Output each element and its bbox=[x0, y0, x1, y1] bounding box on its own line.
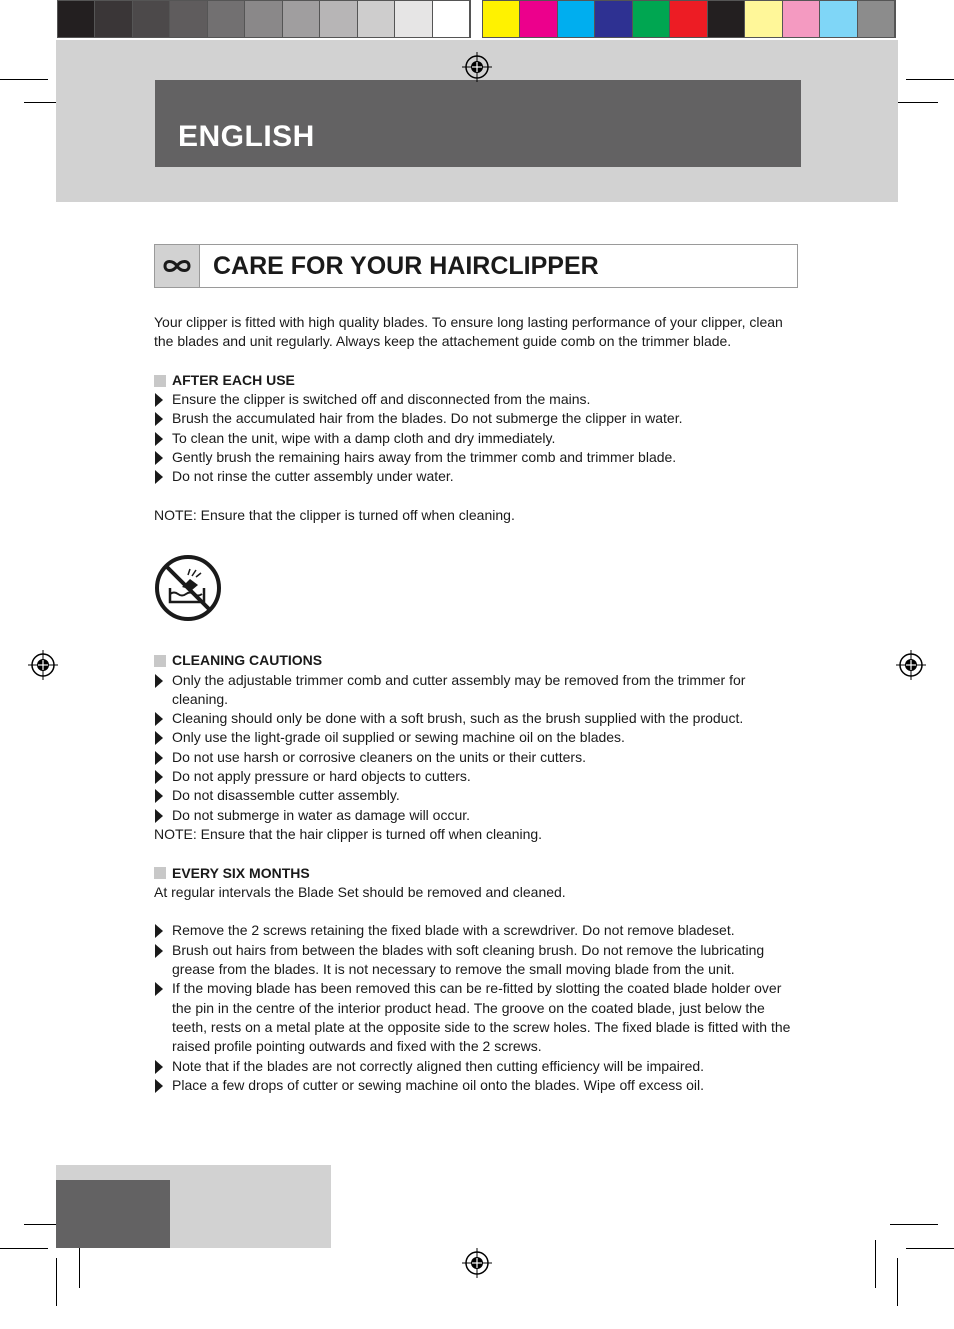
triangle-bullet-icon bbox=[155, 1060, 163, 1074]
list-item: Note that if the blades are not correctly aligned then cutting efficiency will be impaired. bbox=[154, 1057, 799, 1076]
section-title-box bbox=[154, 244, 798, 288]
list-item: Only use the light-grade oil supplied or sewing machine oil on the blades. bbox=[154, 728, 799, 747]
list-item: To clean the unit, wipe with a damp cloth and dry immediately. bbox=[154, 429, 799, 448]
triangle-bullet-icon bbox=[155, 432, 163, 446]
triangle-bullet-icon bbox=[155, 770, 163, 784]
triangle-bullet-icon bbox=[155, 924, 163, 938]
square-bullet-icon bbox=[154, 655, 166, 667]
grayscale-calibration-bar bbox=[57, 0, 471, 38]
crop-mark bbox=[890, 1224, 938, 1225]
list-item: Place a few drops of cutter or sewing machine oil onto the blades. Wipe off excess oil. bbox=[154, 1076, 799, 1095]
triangle-bullet-icon bbox=[155, 674, 163, 688]
list-item: Do not disassemble cutter assembly. bbox=[154, 786, 799, 805]
triangle-bullet-icon bbox=[155, 944, 163, 958]
list-item: Brush out hairs from between the blades with soft cleaning brush. Do not remove the lubricating grease from the blades. It is not necessary to remove the small moving blade from the unit. bbox=[154, 941, 799, 980]
crop-mark bbox=[0, 79, 48, 80]
color-swatch bbox=[595, 1, 631, 37]
triangle-bullet-icon bbox=[155, 982, 163, 996]
list-item: Brush the accumulated hair from the blades. Do not submerge the clipper in water. bbox=[154, 409, 799, 428]
list-item: Cleaning should only be done with a soft brush, such as the brush supplied with the product. bbox=[154, 709, 799, 728]
infinity-icon bbox=[162, 257, 192, 275]
triangle-bullet-icon bbox=[155, 1079, 163, 1093]
six-months-intro: At regular intervals the Blade Set should be removed and cleaned. bbox=[154, 883, 566, 900]
triangle-bullet-icon bbox=[155, 393, 163, 407]
color-swatch bbox=[520, 1, 556, 37]
registration-mark-icon bbox=[896, 650, 926, 680]
triangle-bullet-icon bbox=[155, 731, 163, 745]
registration-mark-icon bbox=[462, 1248, 492, 1278]
registration-mark-icon bbox=[28, 650, 58, 680]
color-swatch bbox=[558, 1, 594, 37]
crop-mark bbox=[897, 1258, 898, 1306]
color-swatch bbox=[745, 1, 781, 37]
list-item: Remove the 2 screws retaining the fixed blade with a screwdriver. Do not remove bladeset. bbox=[154, 921, 799, 940]
registration-mark-icon bbox=[462, 52, 492, 82]
title-icon-cell bbox=[155, 245, 200, 287]
every-six-months-list bbox=[154, 921, 799, 1095]
list-item: Do not use harsh or corrosive cleaners on the units or their cutters. bbox=[154, 748, 799, 767]
color-swatch bbox=[783, 1, 819, 37]
triangle-bullet-icon bbox=[155, 412, 163, 426]
section-title: CARE FOR YOUR HAIRCLIPPER bbox=[213, 252, 599, 280]
after-each-use-list bbox=[154, 390, 799, 486]
color-swatch bbox=[358, 1, 394, 37]
color-swatch bbox=[820, 1, 856, 37]
color-swatch bbox=[320, 1, 356, 37]
note-text: NOTE: Ensure that the clipper is turned off when cleaning. bbox=[154, 506, 515, 523]
content-body bbox=[154, 313, 799, 1095]
square-bullet-icon bbox=[154, 867, 166, 879]
color-swatch bbox=[58, 1, 94, 37]
crop-mark bbox=[875, 1240, 876, 1288]
color-swatch bbox=[170, 1, 206, 37]
triangle-bullet-icon bbox=[155, 809, 163, 823]
color-swatch bbox=[283, 1, 319, 37]
crop-mark bbox=[906, 1248, 954, 1249]
triangle-bullet-icon bbox=[155, 451, 163, 465]
color-swatch bbox=[395, 1, 431, 37]
list-item: Gently brush the remaining hairs away from the trimmer comb and trimmer blade. bbox=[154, 448, 799, 467]
triangle-bullet-icon bbox=[155, 789, 163, 803]
cleaning-cautions-list bbox=[154, 671, 799, 825]
no-water-immersion-icon bbox=[154, 554, 222, 622]
subheading-after-each-use: AFTER EACH USE bbox=[154, 371, 799, 390]
color-calibration-bar bbox=[482, 0, 896, 38]
list-item: Do not submerge in water as damage will occur. bbox=[154, 806, 799, 825]
subheading-every-six-months: EVERY SIX MONTHS bbox=[154, 864, 799, 883]
list-item: Do not apply pressure or hard objects to cutters. bbox=[154, 767, 799, 786]
color-swatch bbox=[133, 1, 169, 37]
page-number-box bbox=[56, 1180, 170, 1248]
crop-mark bbox=[56, 1258, 57, 1306]
triangle-bullet-icon bbox=[155, 751, 163, 765]
color-swatch bbox=[95, 1, 131, 37]
crop-mark bbox=[906, 79, 954, 80]
color-swatch bbox=[708, 1, 744, 37]
color-swatch bbox=[433, 1, 469, 37]
note-text: NOTE: Ensure that the hair clipper is turned off when cleaning. bbox=[154, 825, 543, 842]
color-swatch bbox=[670, 1, 706, 37]
color-swatch bbox=[245, 1, 281, 37]
language-title: ENGLISH bbox=[178, 120, 315, 153]
color-swatch bbox=[483, 1, 519, 37]
list-item: If the moving blade has been removed this can be re-fitted by slotting the coated blade holder over the pin in the centre of the interior product head. The groove on the coated blade, just below the teeth, rests on a metal plate at the opposite side to the screw holes. The fixed blade is fitted with the raised profile pointing outwards and fixed with the 2 screws. bbox=[154, 979, 799, 1056]
list-item: Ensure the clipper is switched off and disconnected from the mains. bbox=[154, 390, 799, 409]
intro-paragraph: Your clipper is fitted with high quality blades. To ensure long lasting performance of your clipper, clean the blades and unit regularly. Always keep the attachement guide comb on the trimmer blade. bbox=[154, 314, 783, 350]
color-swatch bbox=[858, 1, 894, 37]
triangle-bullet-icon bbox=[155, 470, 163, 484]
crop-mark bbox=[0, 1248, 48, 1249]
list-item: Only the adjustable trimmer comb and cutter assembly may be removed from the trimmer for cleaning. bbox=[154, 671, 799, 710]
color-swatch bbox=[633, 1, 669, 37]
subheading-cleaning-cautions: CLEANING CAUTIONS bbox=[154, 651, 799, 670]
square-bullet-icon bbox=[154, 375, 166, 387]
list-item: Do not rinse the cutter assembly under water. bbox=[154, 467, 799, 486]
triangle-bullet-icon bbox=[155, 712, 163, 726]
color-swatch bbox=[208, 1, 244, 37]
